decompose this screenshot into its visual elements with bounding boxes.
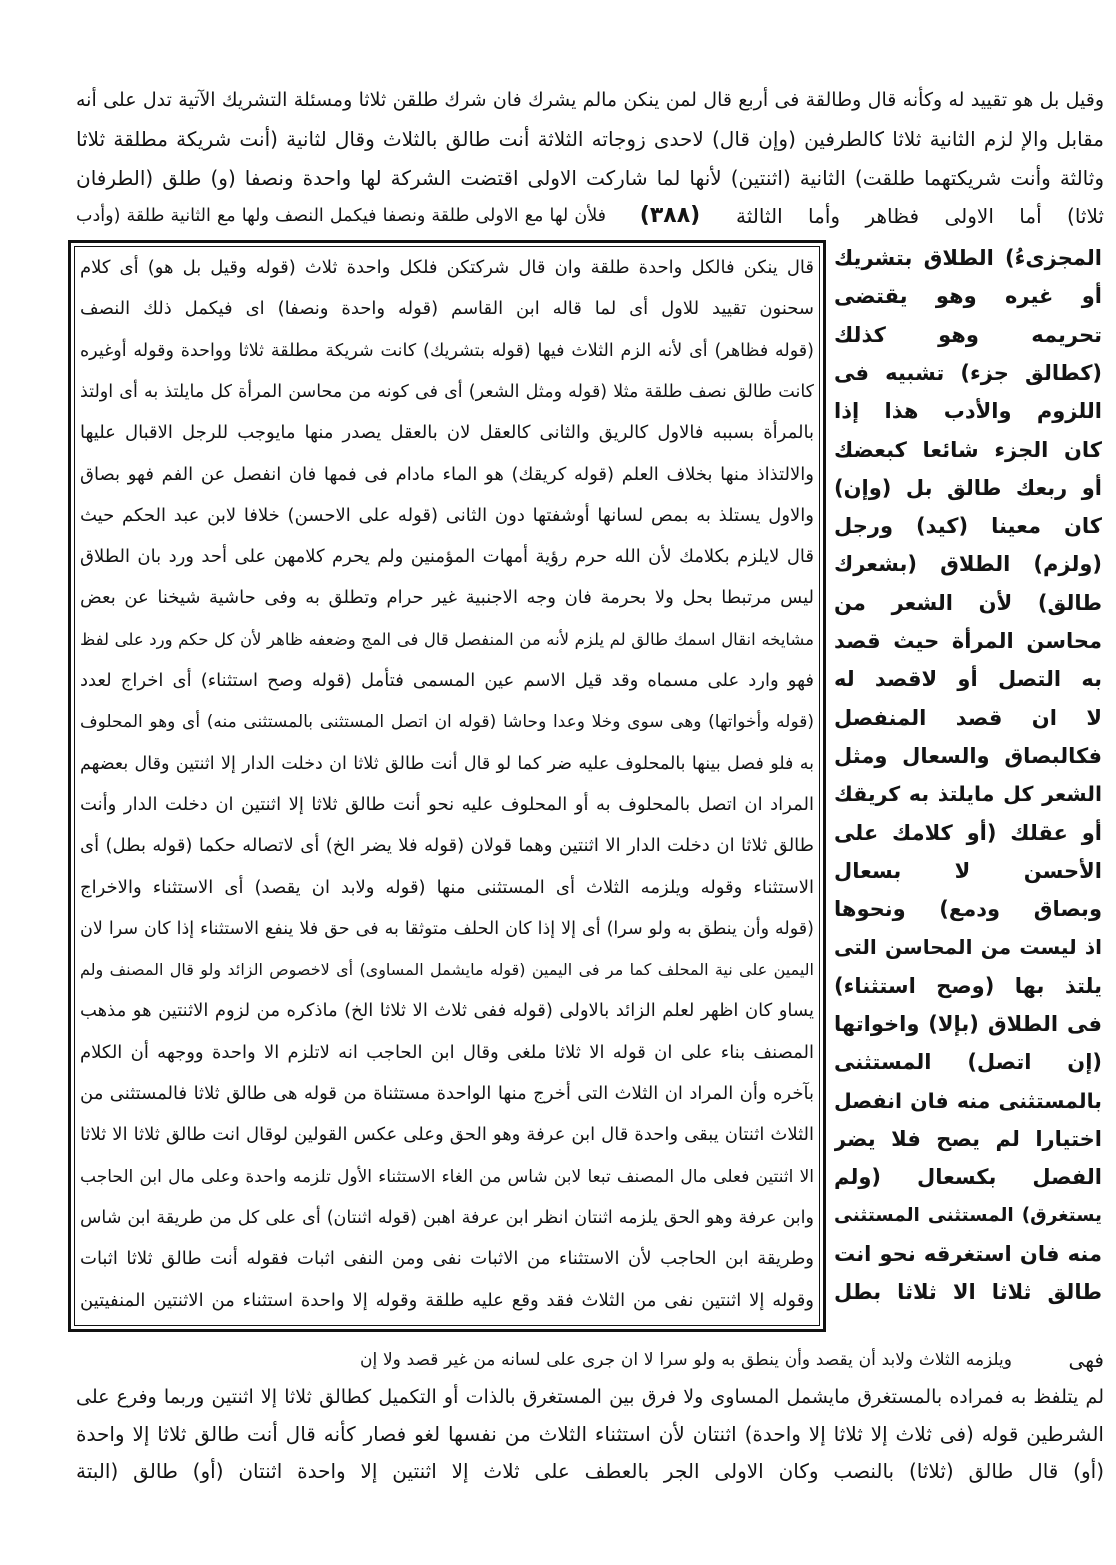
margin-line: لا ان قصد المنفصل [834, 705, 1102, 730]
box-line: قال ينكن فالكل واحدة طلقة وان قال شركتكن فلكل واحدة ثلاث (قوله وقيل بل هو) أى كلام [80, 257, 814, 278]
box-line: وطريقة ابن الحاجب لأن الاستثناء من الاثبات نفى ومن النفى اثبات فقوله أنت طالق ثلاثا اثبات [80, 1248, 814, 1270]
margin-line: منه فان استغرقه نحو انت [834, 1241, 1102, 1266]
box-line: المصنف بناء على ان قوله الا ثلاثا ملغى وقال ابن الحاجب انه لاتلزم الا واحدة ووجهه أن الكلام [80, 1041, 814, 1063]
margin-line: بالمستثنى منه فان انفصل [834, 1088, 1102, 1113]
margin-line: طالق ثلاثا الا ثلاثا بطل [834, 1280, 1102, 1305]
box-line: (قوله وأخواتها) وهى سوى وخلا وعدا وحاشا (قوله ان اتصل المستثنى بالمستثنى منه) أى وهو المحلوف [80, 712, 814, 733]
margin-line: وبصاق ودمع) ونحوها [834, 897, 1102, 922]
margin-line: كان معينا (كيد) ورجل [834, 514, 1102, 539]
top-line: وقيل بل هو تقييد له وكأنه قال وطالقة فى أربع قال لمن ينكن مالم يشرك فان شرك طلقن ثلاثا ومسئلة التشريك الآتية تدل على أنه [76, 89, 1104, 111]
box-line: سحنون تقييد للاول أى لما قاله ابن القاسم (قوله واحدة ونصفا) اى فيكمل ذلك النصف [80, 298, 814, 320]
margin-line: اللزوم والأدب هذا إذا [834, 399, 1102, 424]
margin-line: الفصل بكسعال (ولم [834, 1165, 1102, 1190]
margin-line: الشعر كل مايلتذ به كريقك [834, 782, 1102, 807]
box-line: المراد ان اتصل بالمحلوف به أو المحلوف عليه نحو أنت طالق ثلاثا إلا اثنتين ان دخلت الدار وأنت [80, 793, 814, 815]
bottom-line-1-right: فهى [1068, 1348, 1104, 1372]
margin-line: (كطالق جزء) تشبيه فى [834, 360, 1102, 385]
margin-line: الأحسن لا بسعال [834, 858, 1102, 883]
box-line: (قوله وأن ينطق به ولو سرا) أى إلا إذا كان الحلف متوثقا به فى حق فلا ينفع الاستثناء إذا كان سرا لان [80, 918, 814, 939]
top-line: مقابل والإ لزم الثانية ثلاثا كالطرفين (وإن قال) لاحدى زوجاته الثلاثة أنت طالق بالثلاث وقال لثانية (أنت شريكة مطلقة ثلاثا [76, 127, 1104, 151]
margin-line: محاسن المرأة حيث قصد [834, 629, 1102, 653]
box-line: كانت طالق نصف طلقة مثلا (قوله ومثل الشعر) أى فى كونه من محاسن المرأة كل مايلتذ به أى اولتذ [80, 381, 814, 402]
margin-line: طالق) لأن الشعر من [834, 590, 1102, 615]
box-line: يساو كان اظهر لعلم الزائد بالاولى (قوله ففى ثلاث الا ثلاثا الخ) ماذكره من لزوم الاثنتين هو مذهب [80, 1000, 814, 1022]
margin-line: أو عقلك (أو كلامك على [834, 820, 1102, 845]
top-line-4-right: ثلاثا) أما الاولى فظاهر وأما الثالثة [736, 204, 1104, 228]
box-line: مشايخه انقال اسمك طالق لم يلزم لأنه من المنفصل قال فى المج وضعفه ظاهر لأن كل حكم ورد على لفظ [80, 629, 814, 649]
commentary-box [68, 240, 826, 1332]
margin-line: يستغرق) المستثنى المستثنى [834, 1204, 1102, 1226]
box-line: الثلاث اثنتان يبقى واحدة قال ابن عرفة وهو الحق وعلى عكس القولين لوقال انت طالق ثلاثا الا ثلاثا [80, 1124, 814, 1146]
box-line: (قوله فظاهر) أى لأنه الزم الثلاث فيها (قوله بتشريك) كانت شريكة مطلقة ثلاثا وواحدة وقوله أوغيره [80, 340, 814, 361]
margin-line: أو غيره وهو يقتضى [834, 284, 1102, 309]
margin-line: تحريمه وهو كذلك [834, 322, 1102, 347]
box-line: ليس مرتبطا بحل ولا بحرمة فان وجه الاجنبية غير حرام وتطلق به وفى حاشية شيخنا عن بعض [80, 587, 814, 609]
margin-line: (إن اتصل) المستثنى [834, 1050, 1102, 1075]
margin-line: فى الطلاق (بإلا) واخواتها [834, 1012, 1102, 1036]
box-line: الا اثنتين فعلى مال المصنف تبعا لابن شاس من الغاء الاستثناء الأول تلزمه واحدة وعلى مال ابن الحاجب [80, 1166, 814, 1187]
box-line: فهو وارد على مسماه وقد قيل الاسم عين المسمى فتأمل (قوله وصح استثناء) أى اخراج لعدد [80, 670, 814, 691]
margin-line: اذ ليست من المحاسن التى [834, 935, 1102, 960]
margin-line: (ولزم) الطلاق (بشعرك [834, 552, 1102, 577]
box-line: به فلو فصل بينها بالمحلوف عليه ضر كما لو قال أنت طالق ثلاثا ان دخلت الدار إلا اثنتين وقال بعضهم [80, 753, 814, 774]
margin-column [832, 240, 1104, 1325]
margin-line: به التصل أو لاقصد له [834, 667, 1102, 692]
bottom-line-1-main: ويلزمه الثلاث ولابد أن يقصد وأن ينطق به ولو سرا لا ان جرى على لسانه من غير قصد ولا إن [360, 1350, 1012, 1370]
margin-line: المجزىءُ) الطلاق بتشريك [834, 246, 1102, 270]
margin-line: اختيارا لم يصح فلا يضر [834, 1126, 1102, 1151]
box-line: والالتذاذ منها بخلاف العلم (قوله كريقك) هو الماء مادام فى فمها فان انفصل عن الفم فهو بصاق [80, 463, 814, 485]
box-line: طالق ثلاثا ان دخلت الدار الا اثنتين وهما قولان (قوله فلا يضر الخ) أى لاتصاله حكما (قوله بطل) أى [80, 835, 814, 857]
margin-line: كان الجزء شائعا كبعضك [834, 437, 1102, 462]
box-line: بآخره وأن المراد ان الثلاث التى أخرج منها الواحدة مستثناة من قوله هى طالق ثلاثا فالمستثنى من [80, 1083, 814, 1104]
bottom-line: لم يتلفظ به فمراده بالمستغرق مايشمل المساوى ولا فرق بين المستغرق بالذات أو التكميل كطالق ثلاثا إلا اثنتين وربما وفرع على [76, 1386, 1104, 1408]
box-line: والاول يستلذ به بمص لسانها أوشفتها دون الثانى (قوله على الاحسن) خلافا لابن عبد الحكم حيث [80, 504, 814, 526]
box-line: بالمرأة بسببه فالاول كالريق والثانى كالعقل لان بالعقل يصدر منها مايوجب للرجل الاقبال عليها [80, 422, 814, 444]
margin-line: أو ربعك طالق بل (وإن) [834, 475, 1102, 500]
box-line: قال لايلزم بكلامك لأن الله حرم رؤية أمهات المؤمنين ولم يحرم كلامهن على أحد ورد بان الطلاق [80, 546, 814, 568]
margin-line: فكالبصاق والسعال ومثل [834, 743, 1102, 768]
top-line-4-left: فلأن لها مع الاولى طلقة ونصفا فيكمل النصف ولها مع الثانية طلقة (وأدب [76, 206, 606, 226]
box-line: اليمين على نية المحلف كما مر فى اليمين (قوله مايشمل المساوى) أى لاخصوص الزائد ولو قال المصنف ولم [80, 960, 814, 980]
box-line: الاستثناء وقوله ويلزمه الثلاث أى المستثنى منها (قوله ولابد ان يقصد) أى الاستثناء والاخراج [80, 876, 814, 898]
page-number: (٣٨٨) [639, 203, 701, 228]
bottom-line: (أو) قال طالق (ثلاثا) بالنصب وكان الاولى الجر بالعطف على ثلاث إلا اثنتين إلا واحدة اثنتان (أو) طالق (البتة [76, 1459, 1104, 1483]
top-line: وثالثة وأنت شريكتهما طلقت) الثانية (اثنتين) لأنها لما شاركت الاولى اقتضت الشركة لها واحدة ونصفا (و) طلق (الطرفان [76, 166, 1104, 190]
margin-line: يلتذ بها (وصح استثناء) [834, 973, 1102, 998]
box-line: وقوله إلا اثنتين نفى من الثلاث فقد وقع عليه طلقة وقوله إلا واحدة استثناء من الاثنتين المنفيتين [80, 1289, 814, 1311]
box-line: وابن عرفة وهو الحق يلزمه اثنتان انظر ابن عرفة اهبن (قوله اثنتان) أى على كل من طريقة ابن شاس [80, 1207, 814, 1228]
bottom-line: الشرطين قوله (فى ثلاث إلا ثلاثا إلا واحدة) اثنتان لأن استثناء الثلاث من نفسها لغو فصار كأنه قال أنت طالق ثلاثا إلا واحدة [76, 1422, 1104, 1446]
